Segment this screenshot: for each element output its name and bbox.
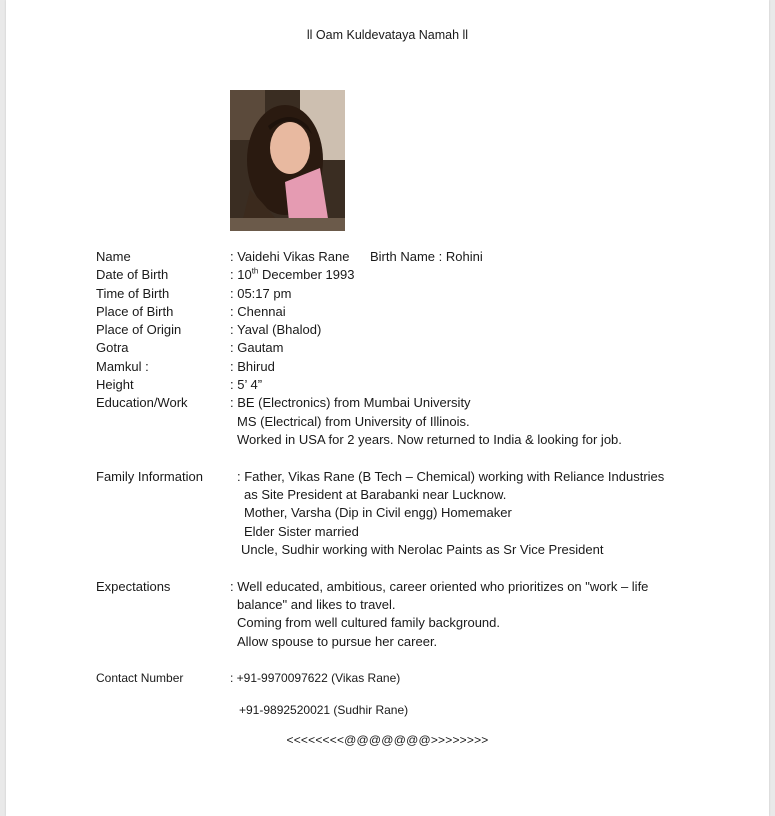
label-contact-number: Contact Number bbox=[96, 671, 184, 685]
label-expectations: Expectations bbox=[96, 579, 171, 594]
value-birth-name: Birth Name : Rohini bbox=[370, 249, 483, 264]
expectations-line: Allow spouse to pursue her career. bbox=[237, 634, 438, 649]
family-line: as Site President at Barabanki near Lucknow. bbox=[244, 487, 507, 502]
value-height: : 5’ 4” bbox=[230, 377, 263, 392]
label-mamkul: Mamkul : bbox=[96, 359, 149, 374]
value-education-line: : BE (Electronics) from Mumbai University bbox=[230, 395, 471, 410]
value-place-of-birth: : Chennai bbox=[230, 304, 286, 319]
footer-divider: <<<<<<<<@@@@@@@>>>>>>>> bbox=[286, 733, 489, 747]
value-education-line: Worked in USA for 2 years. Now returned to India & looking for job. bbox=[237, 432, 622, 447]
dob-month-year: December 1993 bbox=[258, 267, 355, 282]
expectations-line: balance" and likes to travel. bbox=[237, 597, 396, 612]
family-line: Mother, Varsha (Dip in Civil engg) Homemaker bbox=[244, 505, 512, 520]
value-education-line: MS (Electrical) from University of Illinois. bbox=[237, 414, 470, 429]
dob-day: : 10 bbox=[230, 267, 252, 282]
value-name: : Vaidehi Vikas Rane bbox=[230, 249, 350, 264]
family-line: Elder Sister married bbox=[244, 524, 359, 539]
contact-line: : +91-9970097622 (Vikas Rane) bbox=[230, 671, 401, 685]
expectations-line: Coming from well cultured family background. bbox=[237, 615, 500, 630]
page-heading: ll Oam Kuldevataya Namah ll bbox=[306, 28, 469, 42]
dob-suffix: th bbox=[251, 266, 259, 276]
label-place-of-birth: Place of Birth bbox=[96, 304, 174, 319]
family-line: Uncle, Sudhir working with Nerolac Paints as Sr Vice President bbox=[241, 542, 604, 557]
profile-photo bbox=[230, 90, 345, 231]
label-place-of-origin: Place of Origin bbox=[96, 322, 182, 337]
label-gotra: Gotra bbox=[96, 340, 129, 355]
value-time-of-birth: : 05:17 pm bbox=[230, 286, 292, 301]
expectations-line: : Well educated, ambitious, career oriented who prioritizes on "work – life bbox=[230, 579, 649, 594]
value-mamkul: : Bhirud bbox=[230, 359, 275, 374]
label-name: Name bbox=[96, 249, 131, 264]
label-time-of-birth: Time of Birth bbox=[96, 286, 170, 301]
label-family-information: Family Information bbox=[96, 469, 203, 484]
family-line: : Father, Vikas Rane (B Tech – Chemical) working with Reliance Industries bbox=[237, 469, 665, 484]
contact-line: +91-9892520021 (Sudhir Rane) bbox=[239, 703, 409, 717]
value-place-of-origin: : Yaval (Bhalod) bbox=[230, 322, 322, 337]
value-date-of-birth bbox=[230, 266, 354, 284]
label-height: Height bbox=[96, 377, 134, 392]
label-date-of-birth: Date of Birth bbox=[96, 267, 169, 282]
value-gotra: : Gautam bbox=[230, 340, 284, 355]
label-education-work: Education/Work bbox=[96, 395, 188, 410]
